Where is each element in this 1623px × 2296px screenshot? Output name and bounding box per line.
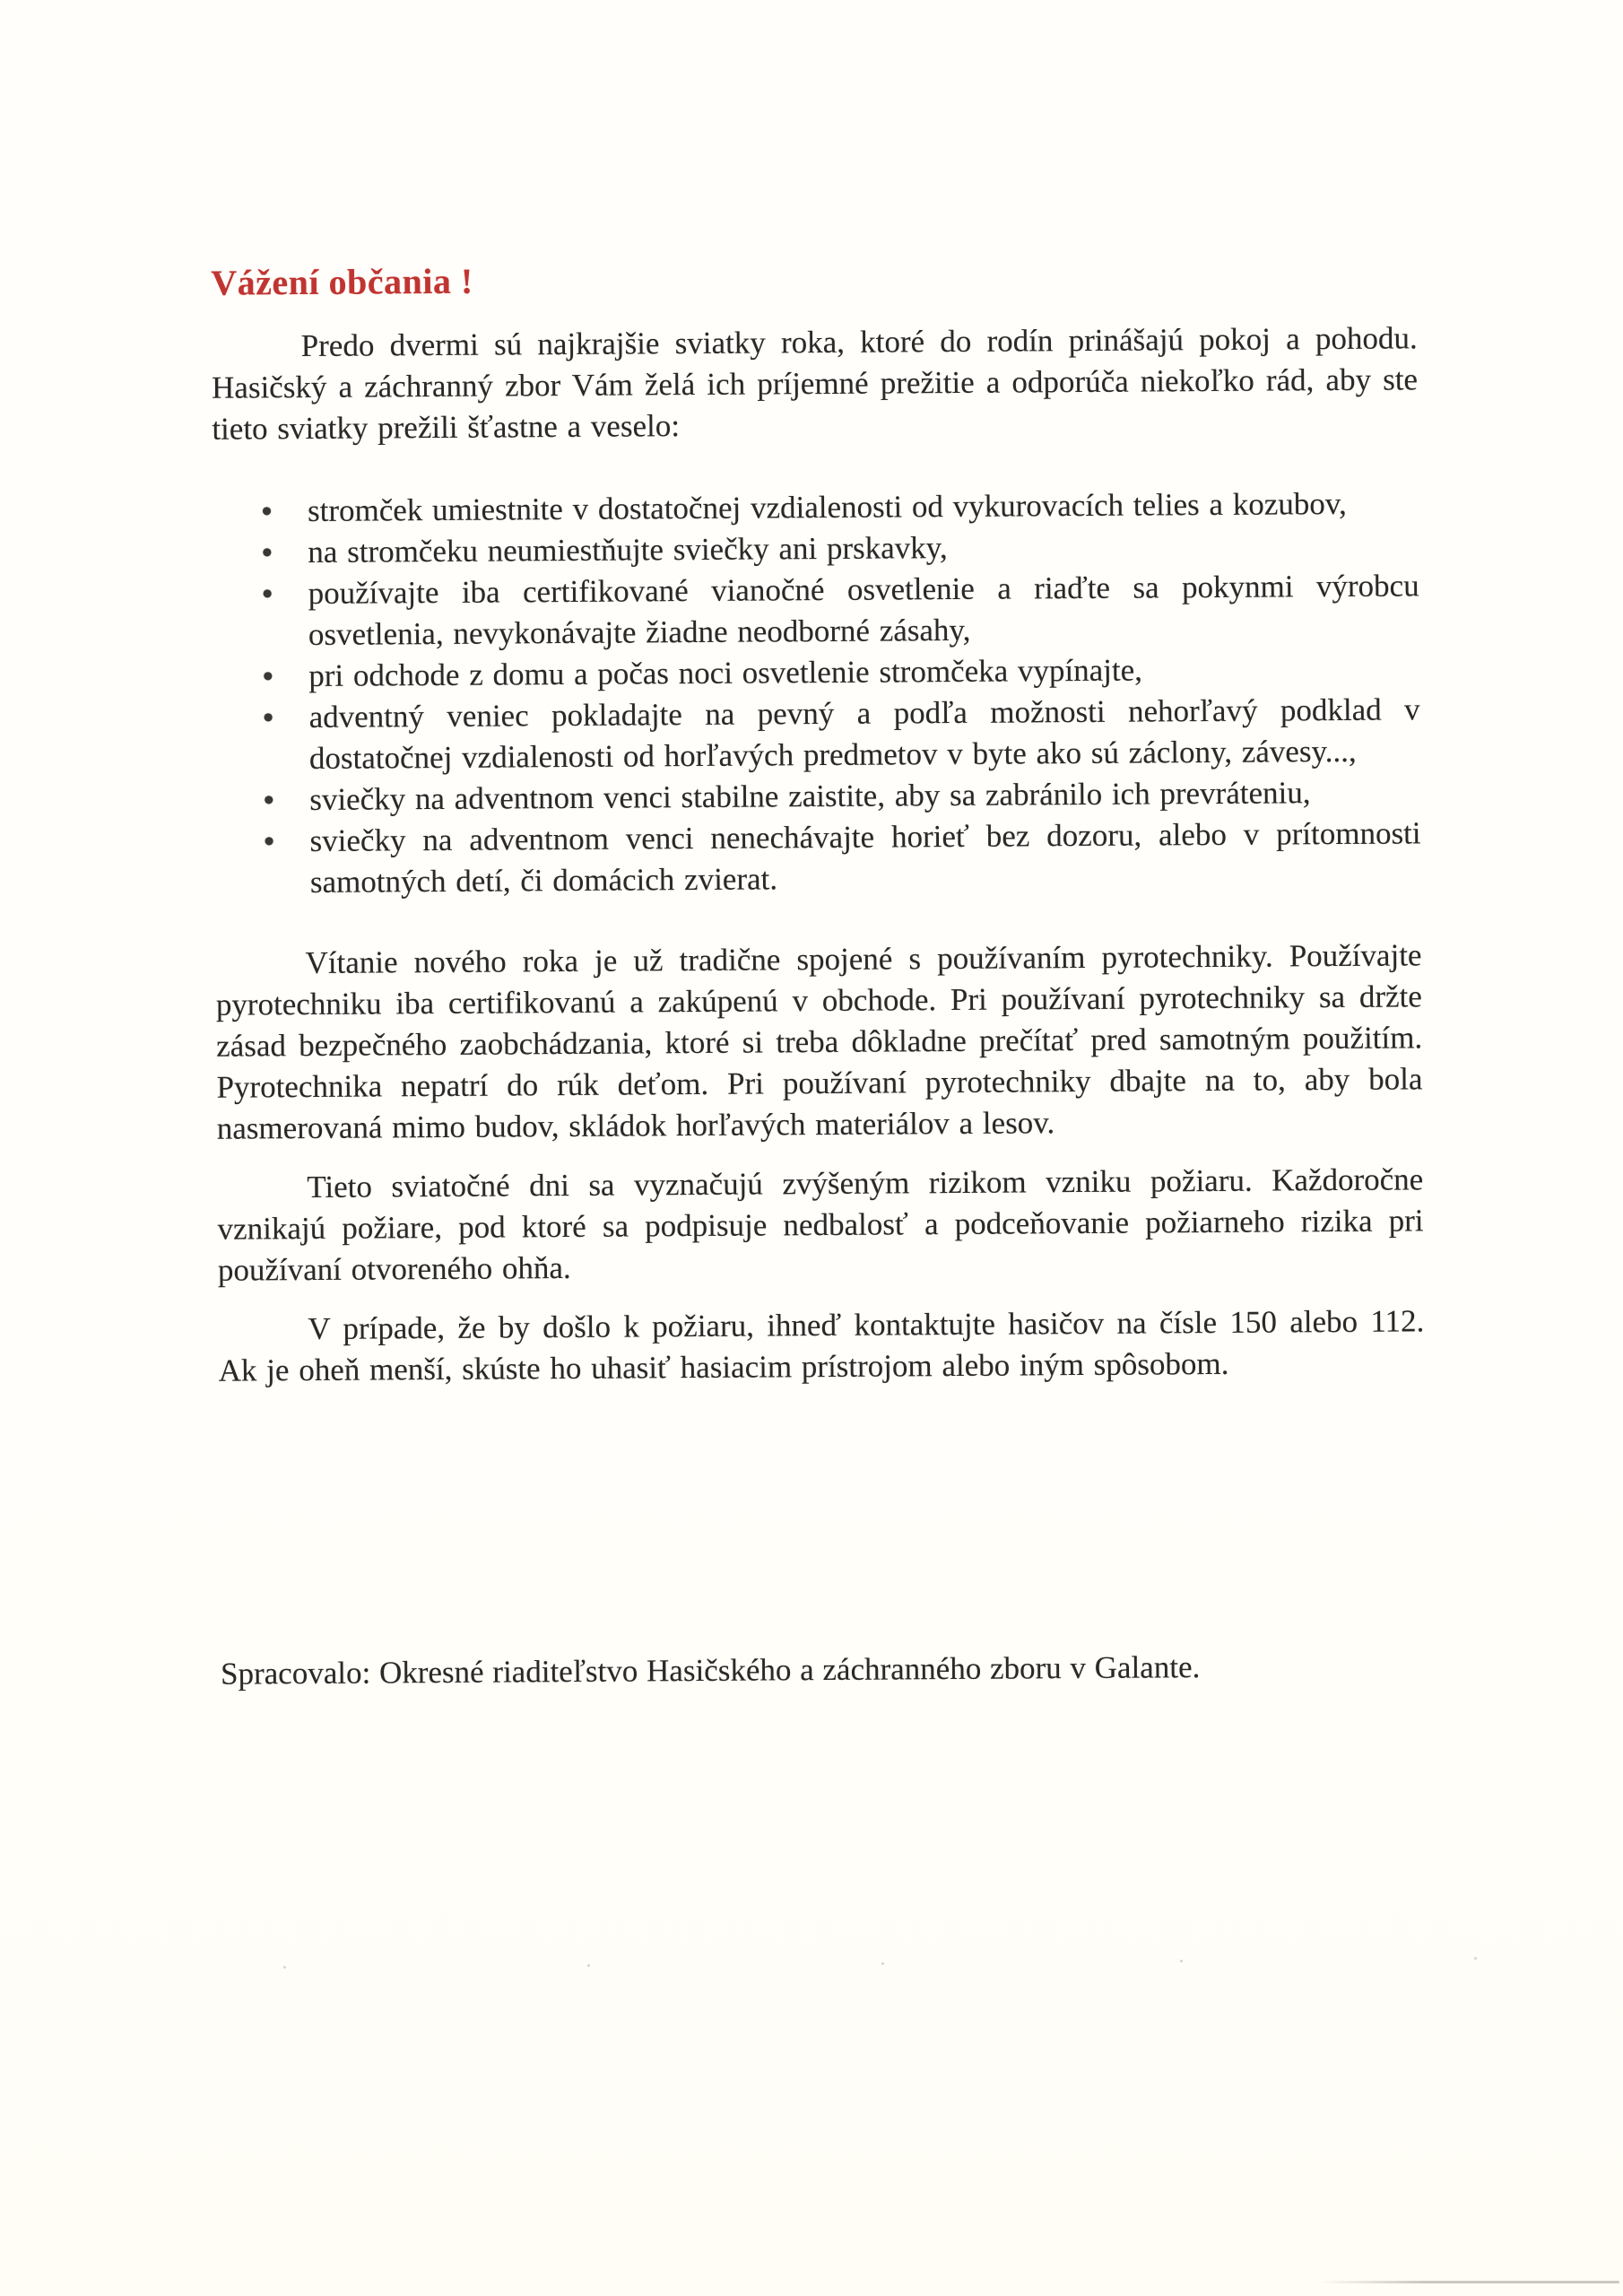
bullet-icon [264, 589, 272, 597]
bullet-icon [265, 837, 273, 845]
list-item [309, 813, 1421, 903]
bullet-icon [265, 713, 273, 721]
bullet-text: sviečky na adventnom venci nenechávajte horieť bez dozoru, alebo v prítomnosti samotných detí, či domácich zvierat. [309, 815, 1421, 900]
bullet-text: sviečky na adventnom venci stabilne zaistite, aby sa zabránilo ich prevráteniu, [309, 775, 1311, 818]
bullet-text: pri odchode z domu a počas noci osvetlenie stromčeka vypínajte, [308, 652, 1143, 694]
scan-speck [881, 1962, 884, 1965]
scan-speck [283, 1966, 286, 1969]
scan-speck [1474, 1957, 1477, 1960]
bullet-text: na stromčeku neumiestňujte sviečky ani prskavky, [308, 530, 948, 570]
letter-heading: Vážení občania ! [211, 260, 473, 303]
bullet-icon [265, 796, 273, 804]
scan-speck [587, 1964, 590, 1967]
bullet-icon [263, 507, 271, 515]
bullet-icon [264, 672, 272, 680]
emergency-contact-paragraph: V prípade, že by došlo k požiaru, ihneď kontaktujte hasičov na čísle 150 alebo 112. Ak je oheň menší, skúste ho uhasiť hasiacim prístrojom alebo iným spôsobom. [218, 1303, 1425, 1388]
bullet-text: používajte iba certifikované vianočné osvetlenie a riaďte sa pokynmi výrobcu osvetlenia, nevykonávajte žiadne neodborné zásahy, [308, 568, 1419, 653]
bullet-text: adventný veniec pokladajte na pevný a podľa možnosti nehorľavý podklad v dostatočnej vzdialenosti od horľavých predmetov v byte ako sú záclony, závesy..., [308, 691, 1420, 777]
prepared-by-line: Spracovalo: Okresné riaditeľstvo Hasičského a záchranného zboru v Galante. [220, 1649, 1201, 1692]
pyrotechnics-paragraph: Vítanie nového roka je už tradične spojené s používaním pyrotechniky. Používajte pyrotechniku iba certifikovanú a zakúpenú v obchode. Pri používaní pyrotechniky sa držte zásad bezpečného zaobchádzania, ktoré si treba dôkladne prečítať pred samotným použitím. Pyrotechnika nepatrí do rúk deťom. Pri používaní pyrotechniky dbajte na to, aby bola nasmerovaná mimo budov, skládok horľavých materiálov a lesov. [215, 937, 1423, 1146]
scan-artifact-line [1318, 2281, 1619, 2283]
list-item [308, 565, 1420, 656]
fire-risk-paragraph: Tieto sviatočné dni sa vyznačujú zvýšeným rizikom vzniku požiaru. Každoročne vznikajú požiare, pod ktoré sa podpisuje nedbalosť a podceňovanie požiarneho rizika pri používaní otvoreného ohňa. [217, 1161, 1424, 1288]
intro-paragraph: Predo dvermi sú najkrajšie sviatky roka, ktoré do rodín prinášajú pokoj a pohodu. Hasičský a záchranný zbor Vám želá ich príjemné prežitie a odporúča niekoľko rád, aby ste tieto sviatky prežili šťastne a veselo: [211, 320, 1419, 447]
bullet-icon [263, 548, 271, 556]
safety-tips-list [213, 483, 1421, 903]
list-item [308, 689, 1420, 779]
letter-content [209, 0, 1427, 1695]
bullet-text: stromček umiestnite v dostatočnej vzdialenosti od vykurovacích telies a kozubov, [307, 485, 1347, 529]
scan-speck [1180, 1960, 1183, 1962]
